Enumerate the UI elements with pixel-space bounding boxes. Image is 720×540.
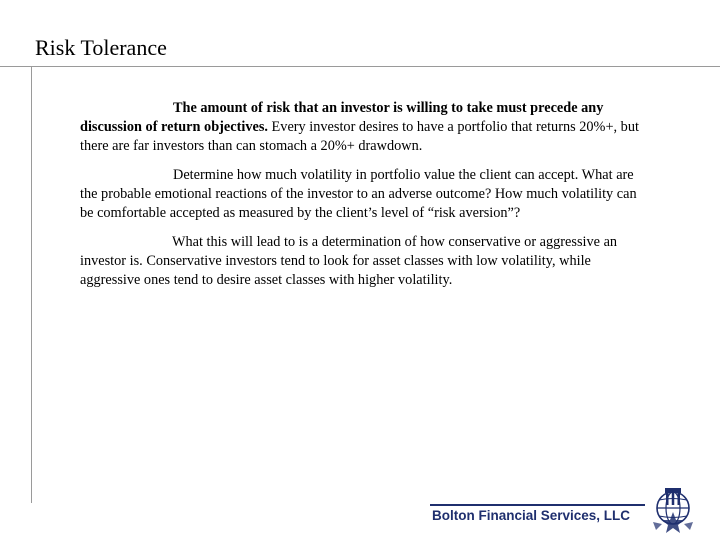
left-border-rule (31, 66, 32, 503)
paragraph-text: What this will lead to is a determination of how conservative or aggressive an investor is. Conservative investors tend to look for asset classes with low volatility, while aggressive ones tend to desire asset classes with higher volatility. (80, 234, 618, 288)
bolton-globe-logo-icon (648, 478, 698, 538)
body-text (80, 99, 640, 300)
company-name: Bolton Financial Services, LLC (432, 508, 631, 523)
bold-lead-sentence: The amount of risk that an investor is willing to take must precede any discussion of return objectives. (80, 100, 604, 135)
paragraph-risk-precedes-returns (80, 99, 640, 156)
paragraph-volatility (80, 166, 640, 223)
slide-title: Risk Tolerance (35, 35, 167, 60)
paragraph-conservative-aggressive (80, 233, 640, 290)
footer-rule (430, 504, 645, 506)
paragraph-text: Every investor desires to have a portfolio that returns 20%+, but there are far investors than can stomach a 20%+ drawdown. (80, 119, 639, 154)
title-underline-rule (0, 66, 720, 67)
paragraph-text: Determine how much volatility in portfolio value the client can accept. What are the probable emotional reactions of the investor to an adverse outcome? How much volatility can be comfortable accepted as measured by the client’s level of “risk aversion”? (80, 167, 637, 221)
